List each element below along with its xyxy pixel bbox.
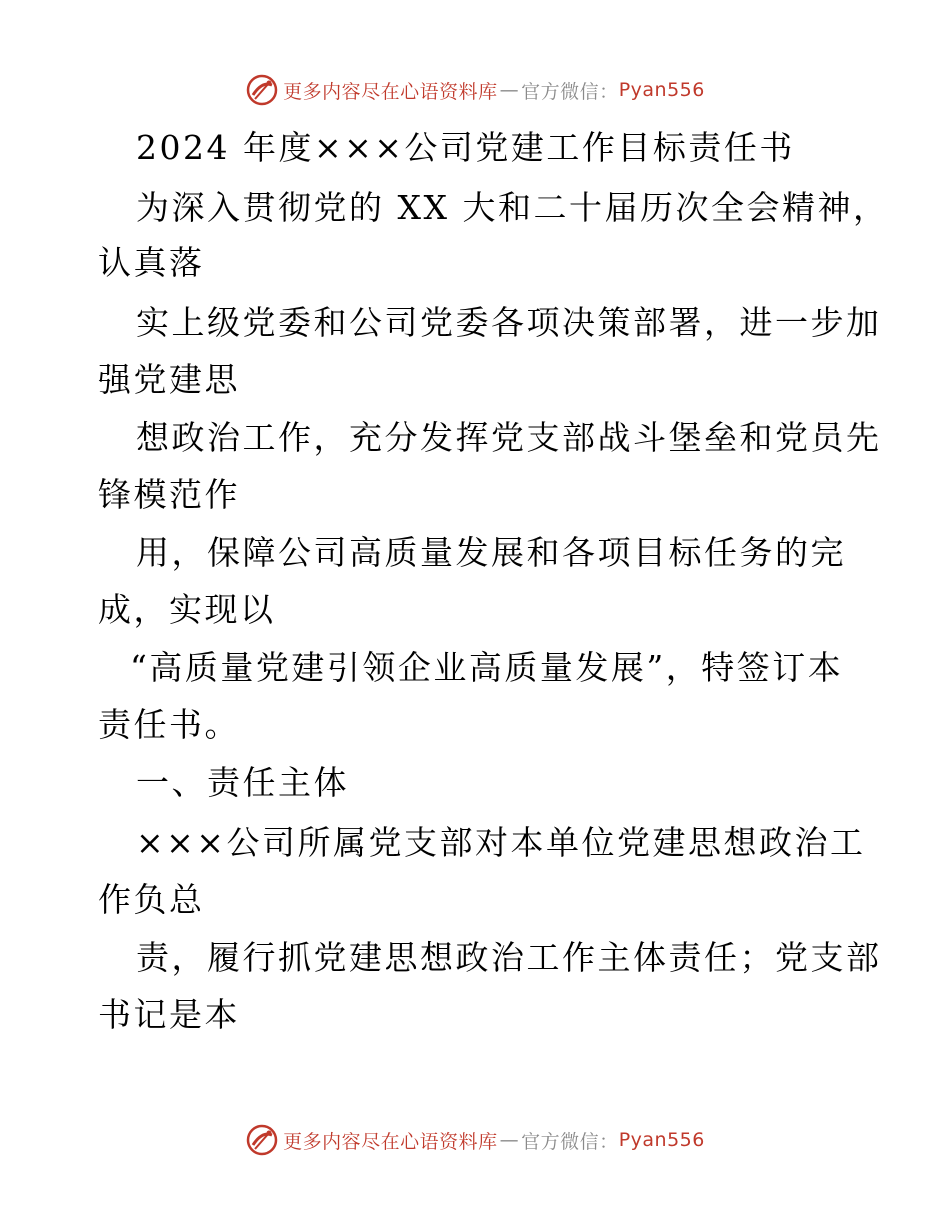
paragraph-line: “高质量党建引领企业高质量发展”，特签订本 <box>130 648 844 687</box>
watermark-main-text: 更多内容尽在心语资料库 <box>283 80 498 103</box>
watermark-wechat-id: Pyan556 <box>618 1129 705 1151</box>
brand-logo-icon <box>245 1123 279 1157</box>
paragraph-line: 责，履行抓党建思想政治工作主体责任；党支部 <box>136 938 882 977</box>
document-title: 2024 年度×××公司党建工作目标责任书 <box>136 128 795 167</box>
paragraph-line: 想政治工作，充分发挥党支部战斗堡垒和党员先 <box>136 418 882 457</box>
paragraph-line: 用，保障公司高质量发展和各项目标任务的完 <box>136 533 846 572</box>
paragraph-line: 成，实现以 <box>98 590 276 629</box>
paragraph-line: 认真落 <box>98 243 205 282</box>
footer-watermark <box>0 1120 950 1160</box>
paragraph-line: 书记是本 <box>98 995 240 1034</box>
paragraph-line: 实上级党委和公司党委各项决策部署，进一步加 <box>136 303 882 342</box>
watermark-separator: — <box>499 79 520 101</box>
paragraph-line: 锋模范作 <box>98 475 240 514</box>
watermark-main-text: 更多内容尽在心语资料库 <box>283 1130 498 1153</box>
paragraph-line: 作负总 <box>98 880 205 919</box>
watermark-wechat-id: Pyan556 <box>618 79 705 101</box>
header-watermark <box>0 70 950 110</box>
paragraph-line: ×××公司所属党支部对本单位党建思想政治工 <box>136 823 866 862</box>
watermark-sub-text: 官方微信： <box>521 1130 619 1153</box>
paragraph-line: 为深入贯彻党的 XX 大和二十届历次全会精神， <box>136 188 889 227</box>
paragraph-line: 责任书。 <box>98 705 240 744</box>
section-heading: 一、责任主体 <box>136 763 349 802</box>
watermark-sub-text: 官方微信： <box>521 80 619 103</box>
paragraph-line: 强党建思 <box>98 360 240 399</box>
watermark-separator: — <box>499 1129 520 1151</box>
brand-logo-icon <box>245 73 279 107</box>
